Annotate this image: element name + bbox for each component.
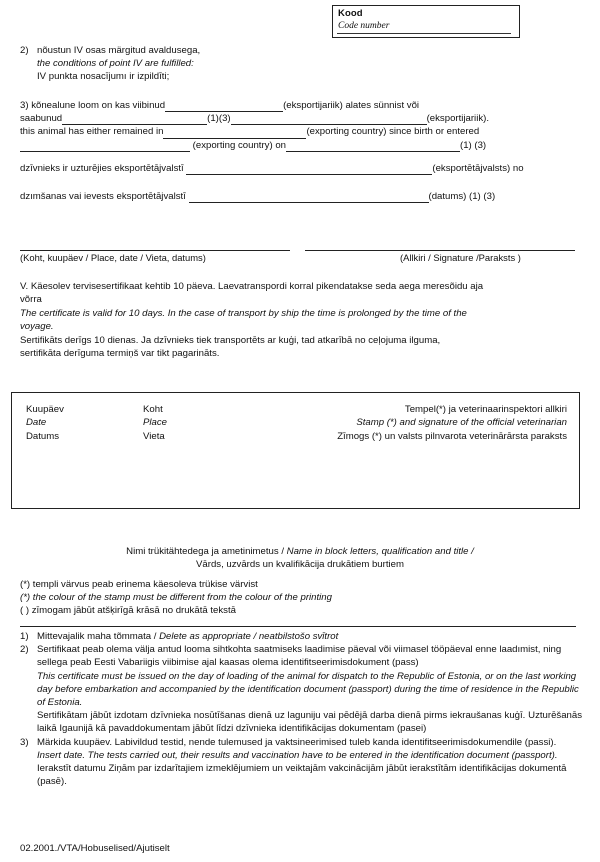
asterisk-note-et: (*) templi värvus peab erinema käesoleva trükise värvist: [20, 579, 258, 590]
blank-field-7[interactable]: [186, 164, 432, 175]
section-v-et-line1: V. Käesolev tervisesertifikaat kehtib 10 päeva. Laevatranspordi korral pikendatakse seda aega meresõidu aja: [20, 281, 484, 292]
clause-2: [20, 44, 380, 84]
footnote-2-para-lv: Sertifikātam jābūt izdotam dzīvnieka nosūtīšanas dienā uz laguniju vai pēdējā darba dienā pirms iekraušanas kuģī. Uzturēšanās laikā Igaunijā kā pavaddokumentam jābūt līdzi dzīvnieka identifikācijas dokumentam (pasei): [37, 710, 582, 735]
footnote-2-number: 2): [20, 644, 29, 656]
stamp-box-stamp-column: [227, 403, 567, 443]
blank-field-5[interactable]: [20, 141, 190, 152]
document-footer-reference: 02.2001./VTA/Hobuselised/Ajutiselt: [20, 843, 170, 854]
clause-3-en-part1: this animal has either remained in: [20, 126, 164, 138]
lv-line-2-post: (datums) (1) (3): [428, 191, 496, 202]
code-box-label-et: Kood: [338, 8, 363, 19]
signature-caption-text: (Allkiri / Signature /Paraksts ): [400, 252, 521, 263]
lv-line-2-pre: dzımšanas vai ievests eksportētājvalstī: [20, 191, 186, 202]
stamp-date-et: Kuupäev: [26, 404, 64, 415]
clause-3-number: 3): [20, 100, 29, 111]
clause-3: [20, 99, 586, 152]
clause-3-row-et-1: [20, 99, 586, 112]
blank-field-6[interactable]: [286, 141, 460, 152]
clause-3-et-part4: (1)(3): [207, 113, 231, 125]
place-date-caption: [20, 252, 206, 263]
section-v-lv-line2: sertifikāta derīguma termiņš var tikt pagarināts.: [20, 348, 220, 360]
section-v-et-line2: võrra: [20, 294, 42, 306]
footnote-3: [20, 736, 582, 789]
footnote-3-para-et: Märkida kuupäev. Labivildud testid, nende tulemused ja vaktsineerimised tuleb kanda identifitseerimisdokumendile (passi).: [37, 736, 557, 748]
place-date-signature-rule[interactable]: [20, 250, 290, 251]
blank-field-4[interactable]: [163, 128, 306, 139]
clause-3-en-part2: (exporting country) since birth or entered: [306, 126, 480, 138]
footnote-1-number: 1): [20, 631, 29, 642]
stamp-place-lv: Vieta: [143, 430, 165, 442]
clause-3-et-part2: (eksportijariik) alates sünnist või: [283, 100, 420, 111]
code-box-fill-rule: [337, 33, 511, 34]
stamp-date-lv: Datums: [26, 430, 60, 442]
clause-3-row-et-2: [20, 112, 586, 125]
footnote-divider: [20, 626, 576, 627]
footnote-3-para-lv: Ierakstīt datumu Ziņām par izdarītajiem izmeklējumiem un veiktajām vakcinācijām jābūt ierakstītām identifikācijas dokumentā (pasē).: [37, 763, 567, 788]
clause-2-line-lv: IV punkta nosacījumı ir izpildīti;: [37, 71, 170, 83]
stamp-place-et: Koht: [143, 404, 163, 415]
section-v-en-line2: voyage.: [20, 321, 54, 333]
footnote-3-number: 3): [20, 736, 29, 748]
stamp-signature-box[interactable]: [11, 392, 580, 509]
place-date-caption-text: (Koht, kuupäev / Place, date / Vieta, datums): [20, 252, 206, 263]
blank-field-3[interactable]: [231, 114, 427, 125]
lv-line-1-pre: dzīvnieks ir uzturējies eksportētājvalstī: [20, 163, 184, 174]
name-caption-line2: Vārds, uzvārds un kvalifikācija drukātiem burtiem: [196, 559, 404, 571]
footnote-3-para-en: Insert date. The tests carried out, their results and vaccination have to be entered in the identification document (passport).: [37, 749, 558, 761]
asterisk-note-lv: ( ) zīmogam jābūt atšķirīgā krāsā no drukātā tekstā: [20, 605, 236, 617]
lv-line-1-post: (eksportētājvalsts) no: [432, 163, 524, 174]
signature-rule[interactable]: [305, 250, 575, 251]
clause-2-line-et: nõustun IV osas märgitud avaldusega,: [37, 45, 201, 56]
footnote-2-para-en: This certificate must be issued on the day of loading of the animal for dispatch to the Republic of Estonia, or on the last working day before embarkation and accompanied by the identification document (passport) during the time of residence in the Republic of Estonia.: [37, 670, 579, 709]
section-v-en-line1: The certificate is valid for 10 days. In the case of transport by ship the time is prolonged by the time of the: [20, 307, 467, 319]
stamp-sig-et: Tempel(*) ja veterinaarinspektori allkiri: [404, 404, 567, 415]
code-box: [332, 5, 520, 38]
clause-3-et-part5: (eksportijariik).: [426, 113, 489, 125]
blank-field-8[interactable]: [189, 192, 429, 203]
footnotes: [20, 630, 582, 788]
blank-field-1[interactable]: [165, 101, 283, 112]
lv-line-2: [20, 190, 586, 203]
blank-field-2[interactable]: [62, 114, 207, 125]
clause-3-row-en-1: [20, 125, 586, 138]
stamp-sig-en: Stamp (*) and signature of the official veterinarian: [356, 417, 567, 429]
name-caption-line1: [20, 545, 580, 558]
footnote-2-para-et: Sertifikaat peab olema välja antud looma sihtkohta saatmiseks laadimise päeval või viimasel tööpäeval enne laadımist, ning sellega peab Eesti Vabariigis viibimise ajal kaasas olema identifitseerimisdokument (pass): [37, 644, 562, 669]
clause-3-row-en-2: [20, 139, 586, 152]
clause-3-et-part3: saabunud: [20, 113, 63, 125]
clause-2-line-en: the conditions of point IV are fulfilled:: [37, 58, 194, 70]
name-block-caption: [20, 545, 580, 572]
name-caption-et: Nimi trükitähtedega ja ametinimetus /: [126, 546, 287, 557]
stamp-box-date-column: [26, 403, 64, 443]
clause-2-number: 2): [20, 45, 29, 56]
footnote-2: [20, 643, 582, 735]
asterisk-note-en: (*) the colour of the stamp must be different from the colour of the printing: [20, 592, 332, 604]
signature-caption: [400, 252, 521, 263]
clause-3-en-part3: (exporting country) on: [192, 139, 286, 151]
stamp-place-en: Place: [143, 417, 167, 429]
footnote-1-en-lv: Delete as appropriate / neatbilstošo svītrot: [159, 631, 339, 642]
clause-3-et-part1: kõnealune loom on kas viibinud: [31, 100, 166, 111]
lv-line-1: [20, 162, 586, 175]
section-v-lv-line1: Sertifikāts derīgs 10 dienas. Ja dzīvnieks tiek transportēts ar kuģi, tad atkarībā no ceļojuma ilguma,: [20, 334, 441, 346]
section-v: [20, 280, 580, 360]
asterisk-notes: [20, 578, 580, 618]
footnote-1: [20, 630, 582, 643]
code-box-label-en: Code number: [338, 21, 390, 31]
footnote-1-text: [37, 630, 582, 643]
name-caption-en: Name in block letters, qualification and title /: [286, 546, 474, 557]
stamp-sig-lv: Zīmogs (*) un valsts pilnvarota veterinārārsta paraksts: [337, 430, 567, 442]
stamp-box-place-column: [143, 403, 167, 443]
stamp-date-en: Date: [26, 417, 47, 429]
footnote-1-et: Mittevajalik maha tõmmata /: [37, 631, 160, 642]
clause-3-en-part4: (1) (3): [460, 139, 487, 151]
